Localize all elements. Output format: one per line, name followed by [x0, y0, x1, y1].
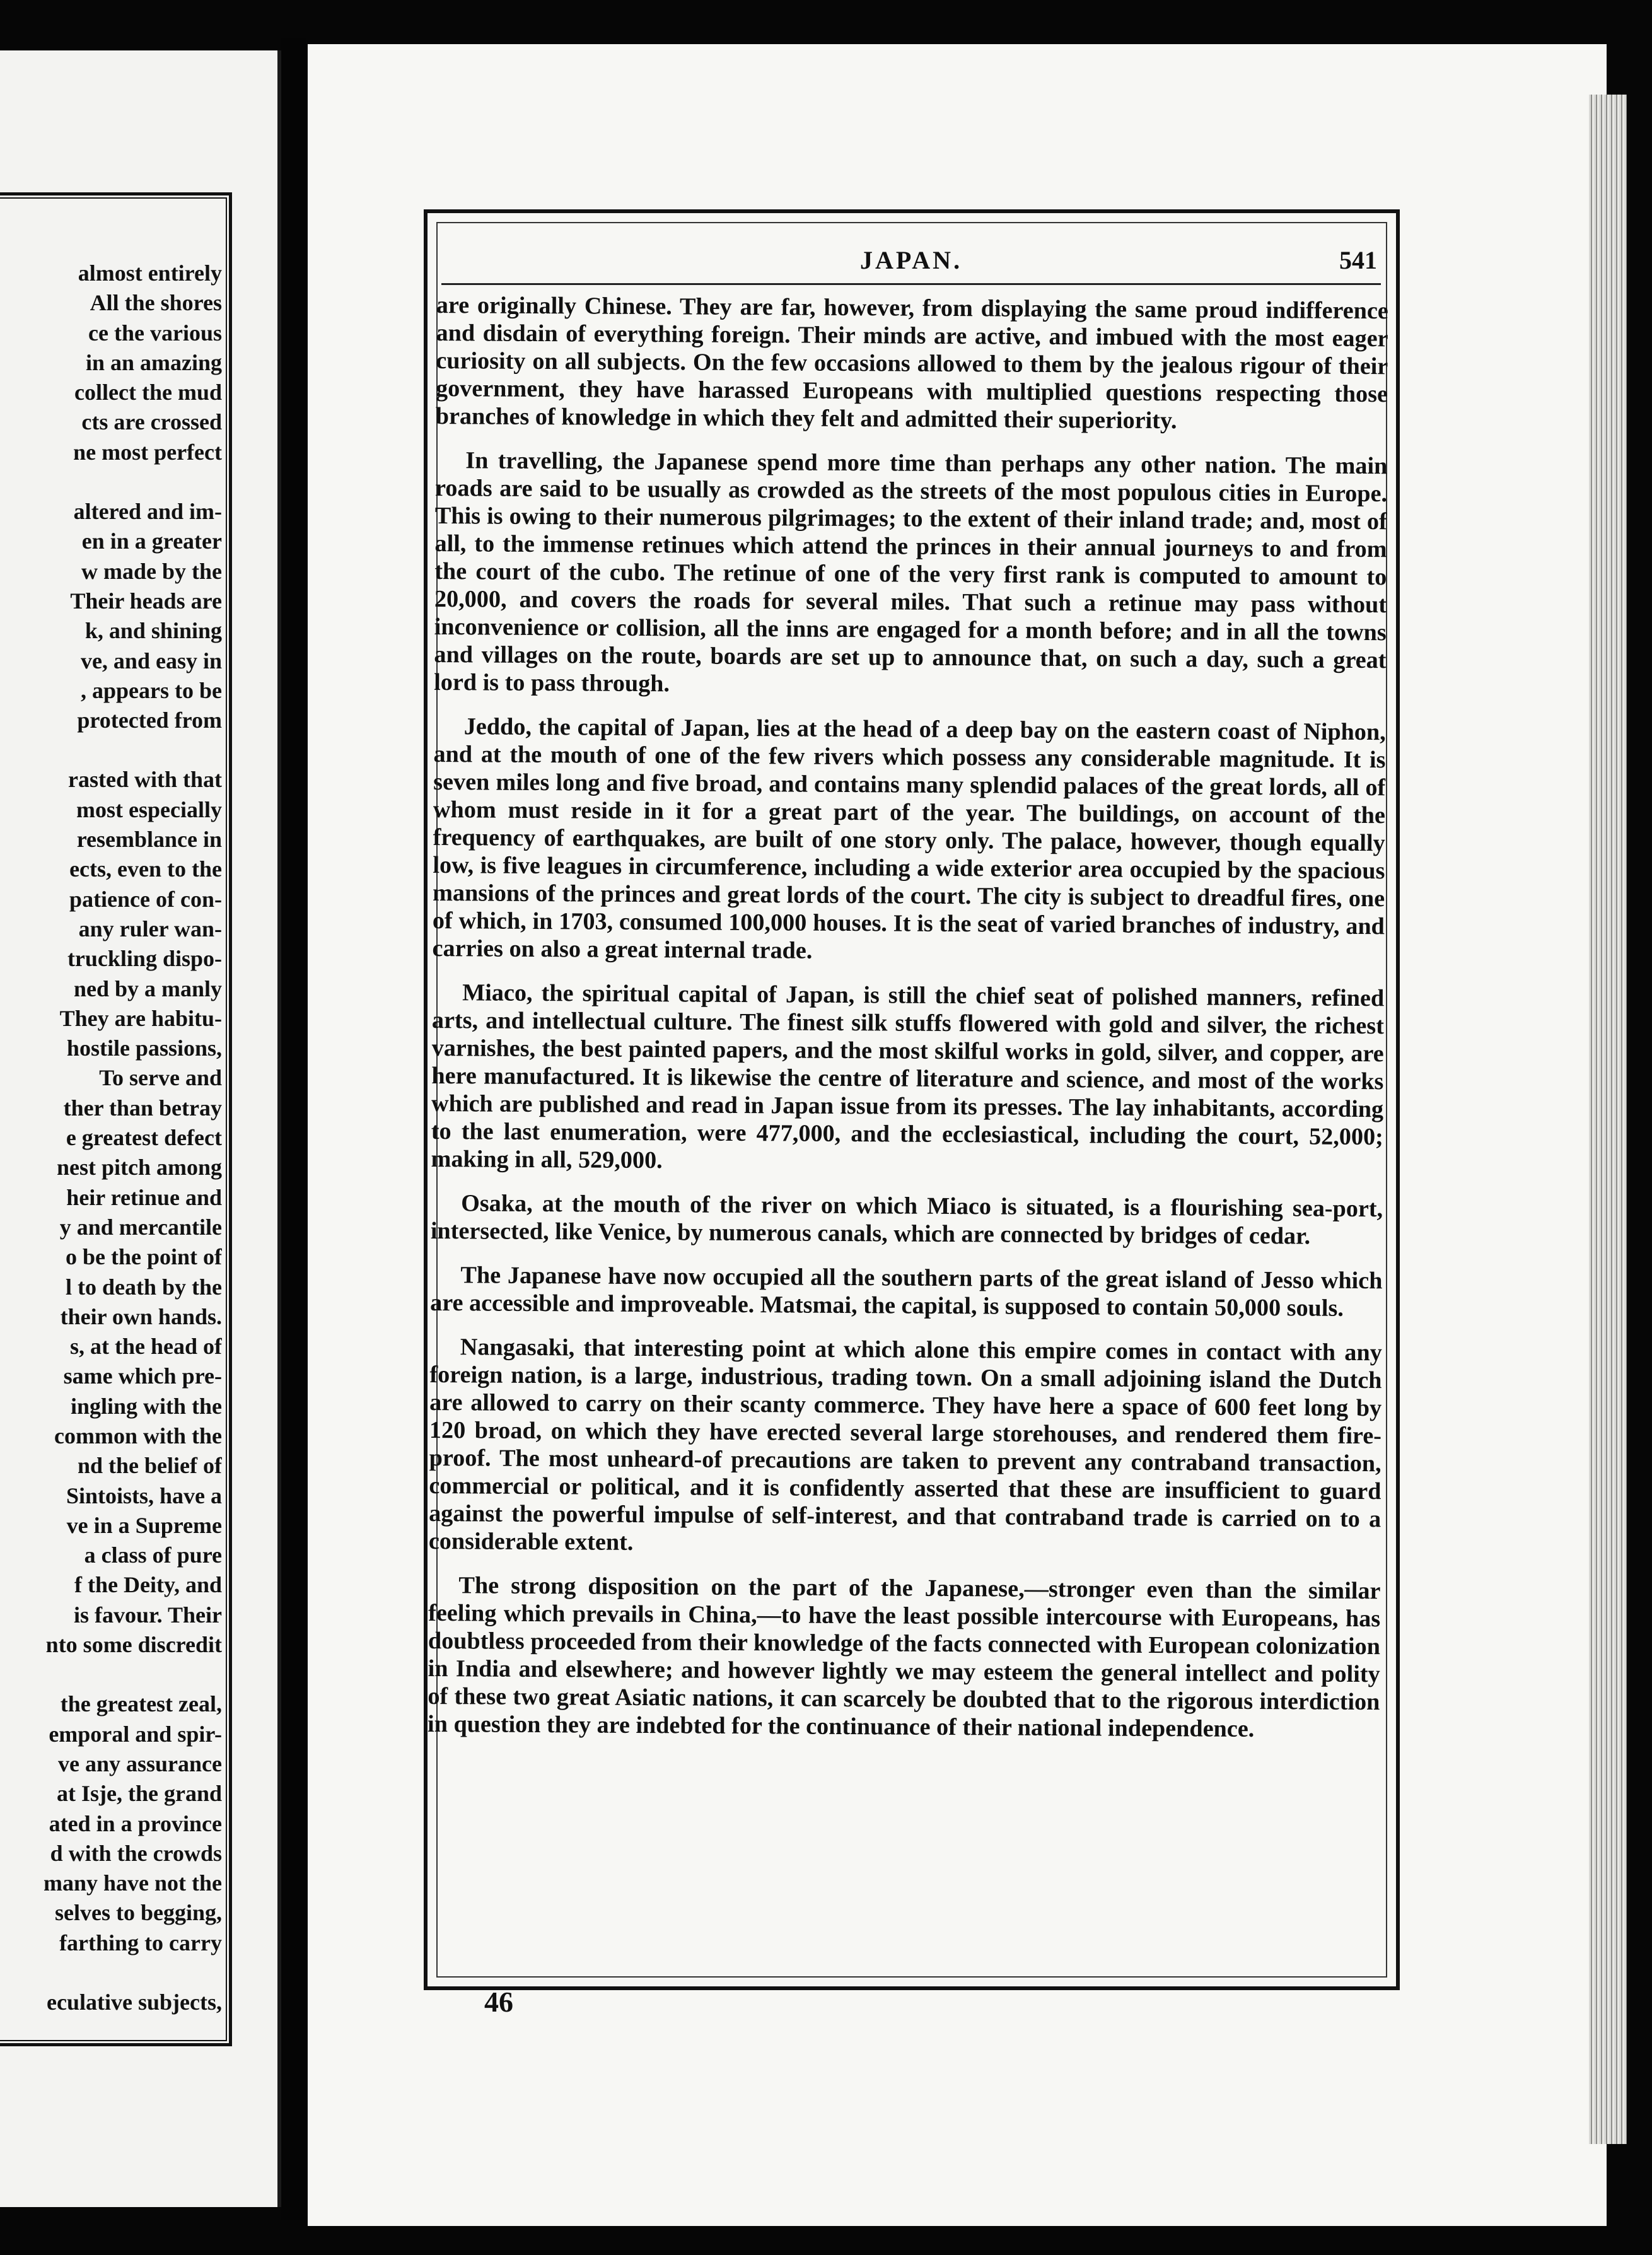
- left-page-line: ve, and easy in: [80, 648, 222, 673]
- left-page-line: Sintoists, have a: [66, 1483, 222, 1508]
- left-page-line: They are habitu-: [59, 1005, 222, 1031]
- paragraph: The Japanese have now occupied all the southern parts of the great island of Jesso which are accessible and improveable. Matsmai, the capital, is supposed to contain 50,000 souls.: [430, 1262, 1383, 1322]
- left-page-line: [0, 467, 222, 497]
- left-page-line: o be the point of: [65, 1244, 222, 1270]
- paragraph: Osaka, at the mouth of the river on which Miaco is situated, is a flourishing sea-port, intersected, like Venice, by numerous canals, which are connected by bridges of cedar.: [430, 1190, 1383, 1250]
- left-page-line: w made by the: [81, 558, 222, 584]
- left-page-line: hostile passions,: [66, 1035, 222, 1061]
- left-page-line: ned by a manly: [73, 976, 222, 1001]
- left-page-line: rasted with that: [68, 767, 222, 793]
- left-page-line: [0, 1660, 222, 1689]
- paragraph: Jeddo, the capital of Japan, lies at the head of a deep bay on the eastern coast of Niphon, and at the mouth of one of the few rivers which possess any considerable magnitude. It is seven miles long and five broad, and contains many splendid palaces of the great lords, all of whom must reside in it for a great part of the year. The buildings, on account of the frequency of earthquakes, are built of one story only. The palace, however, though equally low, is five leagues in circumference, including a wide exterior area occupied by the spacious mansions of the princes and great lords of the court. The city is subject to dreadful fires, one of which, in 1703, consumed 100,000 houses. It is the seat of varied branches of industry, and carries on also a great internal trade.: [432, 713, 1386, 964]
- page-header: [441, 243, 1381, 285]
- left-page-line: almost entirely: [78, 260, 222, 286]
- left-page-line: patience of con-: [69, 886, 222, 912]
- left-page-line: collect the mud: [74, 380, 222, 405]
- left-page-line: the greatest zeal,: [60, 1691, 222, 1717]
- left-facing-page: [0, 50, 281, 2207]
- left-page-line: ne most perfect: [73, 439, 222, 465]
- left-page-line: y and mercantile: [59, 1214, 222, 1240]
- page-edges: [1589, 95, 1627, 2144]
- left-page-line: d with the crowds: [50, 1840, 222, 1866]
- left-page-line: truckling dispo-: [67, 946, 222, 972]
- left-page-line: altered and im-: [73, 499, 222, 525]
- left-page-line: a class of pure: [84, 1542, 222, 1568]
- left-page-line: selves to begging,: [55, 1900, 222, 1926]
- left-page-line: any ruler wan-: [78, 916, 222, 941]
- left-page-line: l to death by the: [65, 1274, 222, 1300]
- paragraph: In travelling, the Japanese spend more time than perhaps any other nation. The main roads are said to be usually as crowded as the streets of the most populous cities in Europe. This is owing to their numerous pilgrimages; to the extent of their inland trade; and, most of all, to the immense retinues which attend the princes in their annual journeys to and from the court of the cubo. The retinue of one of the very first rank is computed to amount to 20,000, and covers the roads for several miles. That such a retinue may pass without inconvenience or collision, all the inns are engaged for a month before; and in all the towns and villages on the route, boards are set up to announce that, on such a day, such a great lord is to pass through.: [434, 447, 1388, 697]
- left-page-line: many have not the: [43, 1870, 222, 1896]
- left-page-line: at Isje, the grand: [57, 1781, 222, 1807]
- binding-gutter: [281, 38, 306, 2220]
- left-page-line: [0, 1958, 222, 1988]
- left-page-line: ated in a province: [49, 1810, 222, 1836]
- left-page-line: To serve and: [99, 1065, 222, 1091]
- left-page-line: heir retinue and: [66, 1184, 222, 1210]
- left-page-line: f the Deity, and: [74, 1572, 222, 1598]
- running-head: JAPAN.: [859, 246, 963, 274]
- paragraph: The strong disposition on the part of the Japanese,—stronger even than the similar feeling which prevails in China,—to have the least possible intercourse with Europeans, has doubtless proceeded from their knowledge of the facts connected with European colonization in India and elsewhere; and however lightly we may esteem the general intellect and polity of these two great Asiatic nations, it can scarcely be doubted that to the rigorous interdiction in question they are indebted for the continuance of their national independence.: [427, 1572, 1381, 1742]
- left-page-line: ve any assurance: [58, 1751, 222, 1776]
- left-page-line: k, and shining: [84, 618, 222, 644]
- paragraph: are originally Chinese. They are far, however, from displaying the same proud indifference and disdain of everything foreign. Their minds are active, and imbued with the most eager curiosity on all subjects. On the few occasions allowed to them by the jealous rigour of their government, they have harassed Europeans with multiplied questions respecting those branches of knowledge in which they felt and admitted their superiority.: [435, 291, 1388, 434]
- signature-mark: 46: [484, 1986, 513, 2018]
- left-page-line: [0, 735, 222, 765]
- left-page-line: ingling with the: [70, 1393, 222, 1419]
- left-page-line: Their heads are: [70, 588, 222, 614]
- left-page-line: eculative subjects,: [47, 1990, 222, 2015]
- left-page-line: ve in a Supreme: [66, 1512, 222, 1538]
- left-page-line: protected from: [77, 708, 222, 733]
- left-page-line: their own hands.: [60, 1303, 222, 1329]
- left-page-line: nd the belief of: [78, 1453, 222, 1479]
- paragraph: Nangasaki, that interesting point at which alone this empire comes in contact with any foreign nation, is a large, industrious, trading town. On a small adjoining island the Dutch are allowed to carry on their scanty commerce. They have here a space of 600 feet long by 120 broad, on which they have erected several large storehouses, and rendered them fire-proof. The most unheard-of precautions are taken to prevent any contraband transaction, commercial or political, and it is confidently asserted that these are insufficient to guard against the powerful impulse of self-interest, and that contraband trade is carried on to a considerable extent.: [428, 1334, 1382, 1556]
- left-page-line: nest pitch among: [56, 1155, 222, 1180]
- page-number: 541: [1339, 246, 1377, 274]
- left-page-line: en in a greater: [81, 528, 222, 554]
- left-page-text: [0, 259, 222, 2017]
- left-page-line: ects, even to the: [69, 856, 222, 882]
- left-page-line: All the shores: [90, 290, 222, 316]
- left-page-line: most especially: [76, 796, 222, 822]
- left-page-line: , appears to be: [81, 677, 222, 703]
- left-page-line: same which pre-: [63, 1363, 222, 1389]
- left-page-line: common with the: [54, 1423, 222, 1448]
- left-page-line: ce the various: [88, 320, 222, 346]
- left-page-line: s, at the head of: [70, 1334, 222, 1360]
- left-page-line: ther than betray: [63, 1095, 222, 1121]
- left-page-line: is favour. Their: [73, 1602, 222, 1628]
- left-page-line: in an amazing: [85, 349, 222, 375]
- left-page-line: farthing to carry: [59, 1930, 222, 1955]
- body-text: [426, 291, 1388, 1981]
- left-page-line: resemblance in: [76, 827, 222, 853]
- left-page-line: cts are crossed: [81, 409, 222, 435]
- left-page-line: emporal and spir-: [49, 1721, 222, 1747]
- left-page-line: e greatest defect: [66, 1125, 222, 1151]
- paragraph: Miaco, the spiritual capital of Japan, is still the chief seat of polished manners, refined arts, and intellectual culture. The finest silk stuffs flowered with gold and silver, the richest varnishes, the best painted papers, and the most skilful works in gold, silver, and copper, are here manufactured. It is likewise the centre of literature and science, and most of the works which are published and read in Japan issue from its presses. The lay inhabitants, according to the last enumeration, were 477,000, and the ecclesiastical, including the court, 52,000; making in all, 529,000.: [431, 979, 1385, 1174]
- left-page-line: nto some discredit: [45, 1632, 222, 1658]
